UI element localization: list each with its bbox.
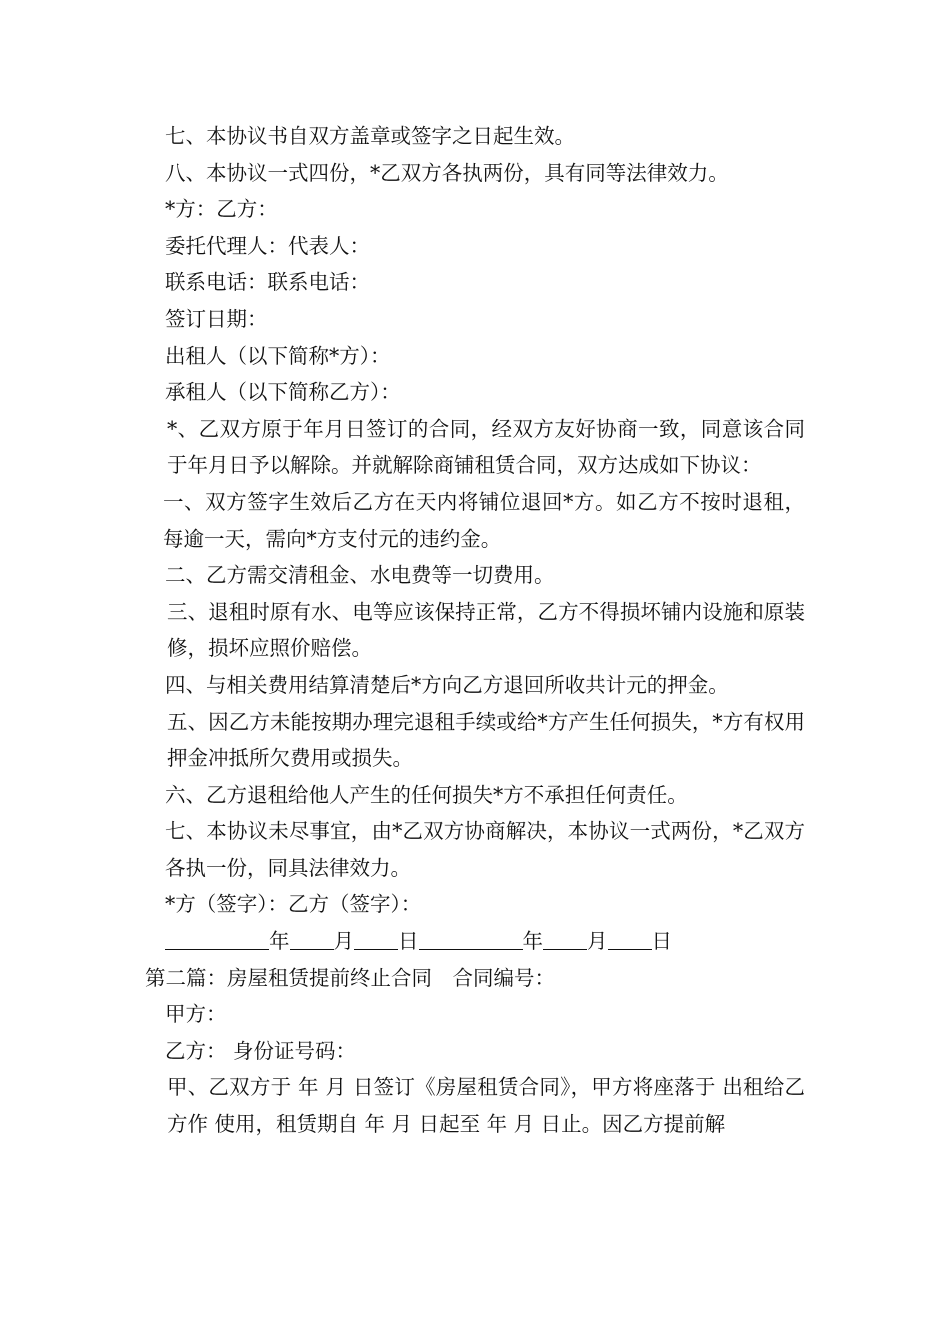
sign-date-line: 签订日期： — [165, 306, 268, 331]
date-row — [145, 923, 805, 960]
clause-five: 五、因乙方未能按期办理完退租手续或给*方产生任何损失，*方有权用押金冲抵所欠费用或损失。 — [167, 709, 805, 771]
day-label: 日 — [398, 929, 419, 954]
month-label: 月 — [333, 929, 354, 954]
party-b-line: 乙方： 身份证号码： — [165, 1038, 357, 1063]
preamble-paragraph: *、乙双方原于年月日签订的合同，经双方友好协商一致，同意该合同于年月日予以解除。并就解除商铺租赁合同，双方达成如下协议： — [167, 416, 805, 478]
clause-three: 三、退租时原有水、电等应该保持正常，乙方不得损坏铺内设施和原装修，损坏应照价赔偿。 — [167, 599, 805, 661]
second-body-paragraph: 甲、乙双方于 年 月 日签订《房屋租赁合同》，甲方将座落于 出租给乙方作 使用，租赁期自 年 月 日起至 年 月 日止。因乙方提前解 — [167, 1075, 805, 1137]
party-a-line: 甲方： — [165, 1002, 227, 1027]
blank-underline — [354, 929, 398, 950]
phone-line: 联系电话：联系电话： — [165, 270, 370, 295]
agent-line: 委托代理人：代表人： — [165, 233, 370, 258]
blank-underline — [543, 929, 587, 950]
lessee-line: 承租人（以下简称乙方）： — [165, 380, 401, 405]
lessor-line: 出租人（以下简称*方）： — [165, 343, 391, 368]
clause-six: 六、乙方退租给他人产生的任何损失*方不承担任何责任。 — [165, 782, 688, 807]
clause-eight-copies: 八、本协议一式四份，*乙双方各执两份，具有同等法律效力。 — [165, 160, 729, 185]
clause-seven-effective: 七、本协议书自双方盖章或签字之日起生效。 — [165, 124, 575, 148]
party-line: *方：乙方： — [165, 197, 278, 222]
year-label: 年 — [522, 929, 543, 954]
second-section-heading: 第二篇：房屋租赁提前终止合同 合同编号： — [145, 965, 555, 990]
blank-underline — [165, 929, 269, 950]
blank-underline — [608, 929, 652, 950]
clause-one: 一、双方签字生效后乙方在天内将铺位退回*方。如乙方不按时退租，每逾一天，需向*方支付元的违约金。 — [163, 489, 805, 551]
signature-line: *方（签字）：乙方（签字）： — [165, 892, 422, 917]
blank-underline — [419, 929, 523, 950]
clause-seven-misc: 七、本协议未尽事宜，由*乙双方协商解决，本协议一式两份，*乙双方各执一份，同具法律效力。 — [165, 819, 805, 880]
month-label: 月 — [587, 929, 608, 954]
blank-underline — [290, 929, 334, 950]
day-label: 日 — [651, 929, 672, 954]
clause-two: 二、乙方需交清租金、水电费等一切费用。 — [165, 563, 555, 588]
document-body — [145, 118, 805, 1143]
clause-four: 四、与相关费用结算清楚后*方向乙方退回所收共计元的押金。 — [165, 672, 729, 697]
year-label: 年 — [269, 929, 290, 954]
